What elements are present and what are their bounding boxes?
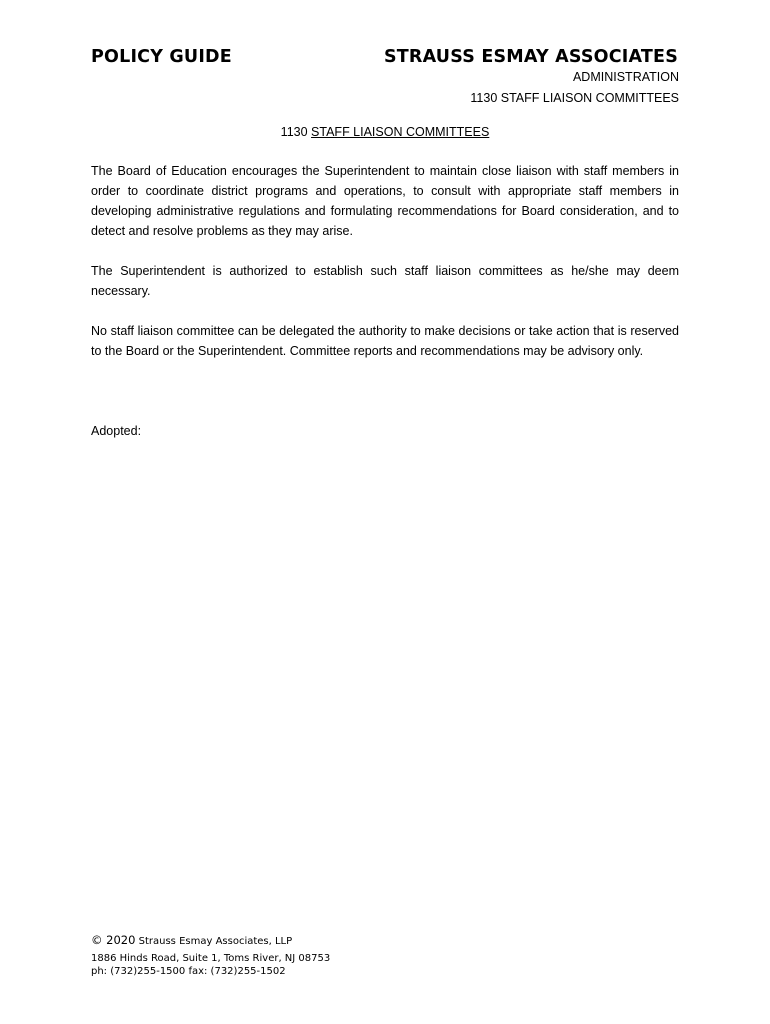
adopted-label: Adopted:	[91, 424, 142, 438]
page-footer	[91, 934, 330, 978]
policy-number: 1130	[280, 125, 308, 139]
paragraph-1: The Board of Education encourages the Superintendent to maintain close liaison with staff members in order to coordinate district programs and operations, to consult with appropriate staff members in developing administrative regulations and formulating recommendations for Board consideration, and to detect and resolve problems as they may arise.	[91, 164, 679, 238]
paragraph-3: No staff liaison committee can be delegated the authority to make decisions or take action that is reserved to the Board or the Superintendent. Committee reports and recommendations may be advisory only.	[91, 324, 679, 358]
policy-title: STAFF LIAISON COMMITTEES	[311, 125, 490, 139]
footer-address: 1886 Hinds Road, Suite 1, Toms River, NJ 08753	[91, 953, 331, 964]
company-name: STRAUSS ESMAY ASSOCIATES	[383, 47, 678, 67]
section-label: ADMINISTRATION	[572, 70, 679, 84]
policy-reference: 1130 STAFF LIAISON COMMITTEES	[470, 91, 679, 105]
paragraph-2: The Superintendent is authorized to establish such staff liaison committees as he/she may deem necessary.	[91, 264, 679, 298]
policy-guide-title: POLICY GUIDE	[91, 47, 232, 67]
document-title	[0, 125, 770, 139]
copyright-owner: Strauss Esmay Associates, LLP	[138, 936, 293, 947]
copyright-year: © 2020	[91, 933, 136, 947]
copyright-line	[91, 934, 330, 948]
footer-contact: ph: (732)255-1500 fax: (732)255-1502	[91, 966, 286, 977]
